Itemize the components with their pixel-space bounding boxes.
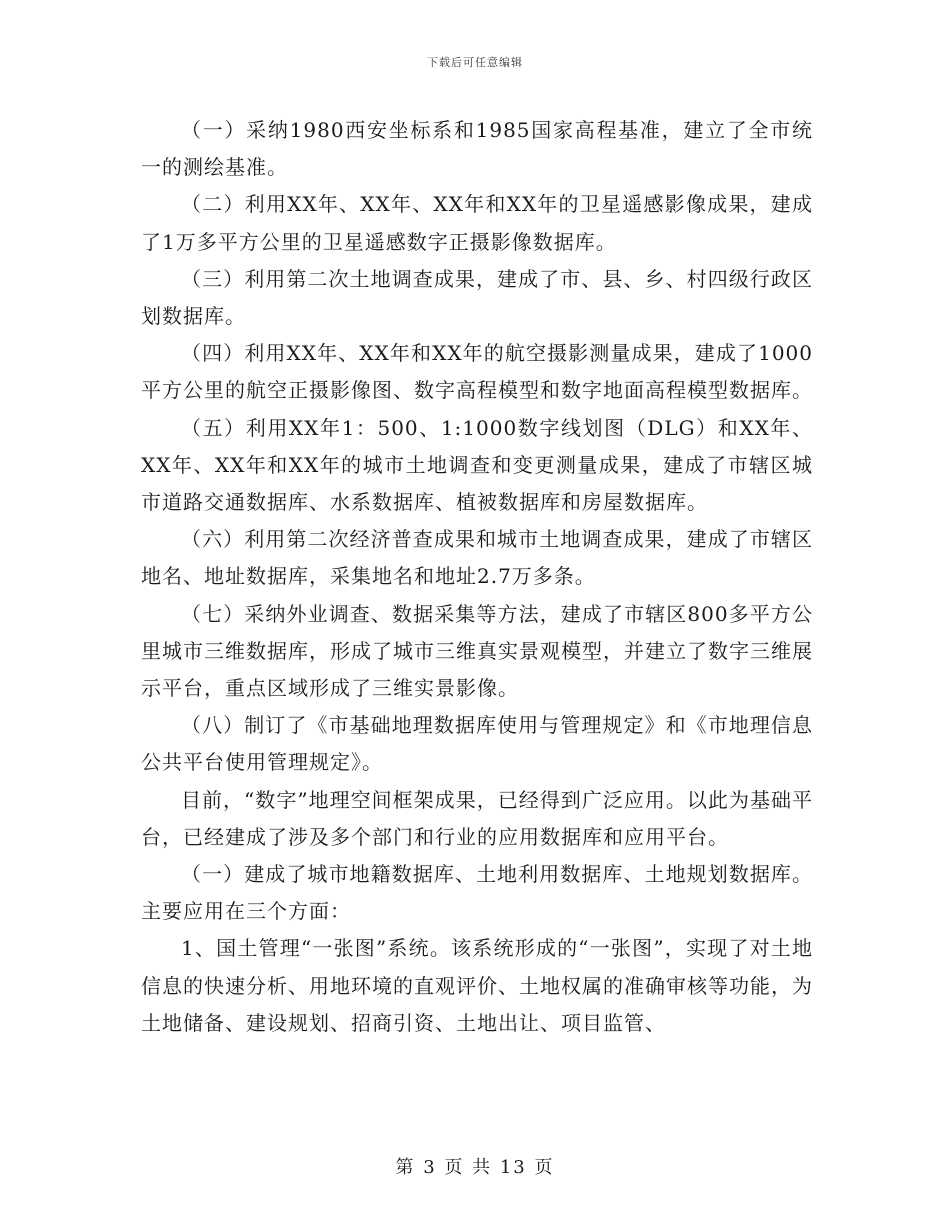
paragraph: （一）建成了城市地籍数据库、土地利用数据库、土地规划数据库。主要应用在三个方面：: [141, 862, 813, 924]
page-number: 第 3 页 共 13 页: [395, 1157, 555, 1178]
paragraph: （四）利用XX年、XX年和XX年的航空摄影测量成果，建成了1000平方公里的航空正摄影像图、数字高程模型和数字地面高程模型数据库。: [141, 341, 813, 403]
document-body: [141, 112, 813, 1042]
paragraph: （八）制订了《市基础地理数据库使用与管理规定》和《市地理信息公共平台使用管理规定》。: [141, 713, 813, 775]
paragraph: （七）采纳外业调查、数据采集等方法，建成了市辖区800多平方公里城市三维数据库，形成了城市三维真实景观模型，并建立了数字三维展示平台，重点区域形成了三维实景影像。: [141, 601, 813, 701]
paragraph: 目前，“数字”地理空间框架成果，已经得到广泛应用。以此为基础平台，已经建成了涉及多个部门和行业的应用数据库和应用平台。: [141, 787, 813, 849]
paragraph: （一）采纳1980西安坐标系和1985国家高程基准，建立了全市统一的测绘基准。: [141, 118, 813, 180]
paragraph: （二）利用XX年、XX年、XX年和XX年的卫星遥感影像成果，建成了1万多平方公里的卫星遥感数字正摄影像数据库。: [141, 192, 813, 254]
paragraph: （五）利用XX年1：500、1:1000数字线划图（DLG）和XX年、XX年、XX年和XX年的城市土地调查和变更测量成果，建成了市辖区城市道路交通数据库、水系数据库、植被数据库和房屋数据库。: [141, 415, 813, 515]
paragraph: 1、国土管理“一张图”系统。该系统形成的“一张图”，实现了对土地信息的快速分析、用地环境的直观评价、土地权属的准确审核等功能，为土地储备、建设规划、招商引资、土地出让、项目监管、: [141, 936, 813, 1035]
paragraph: （六）利用第二次经济普查成果和城市土地调查成果，建成了市辖区地名、地址数据库，采集地名和地址2.7万多条。: [141, 527, 813, 589]
paragraph: （三）利用第二次土地调查成果，建成了市、县、乡、村四级行政区划数据库。: [141, 266, 813, 329]
page-header: 下载后可任意编辑: [427, 56, 523, 69]
